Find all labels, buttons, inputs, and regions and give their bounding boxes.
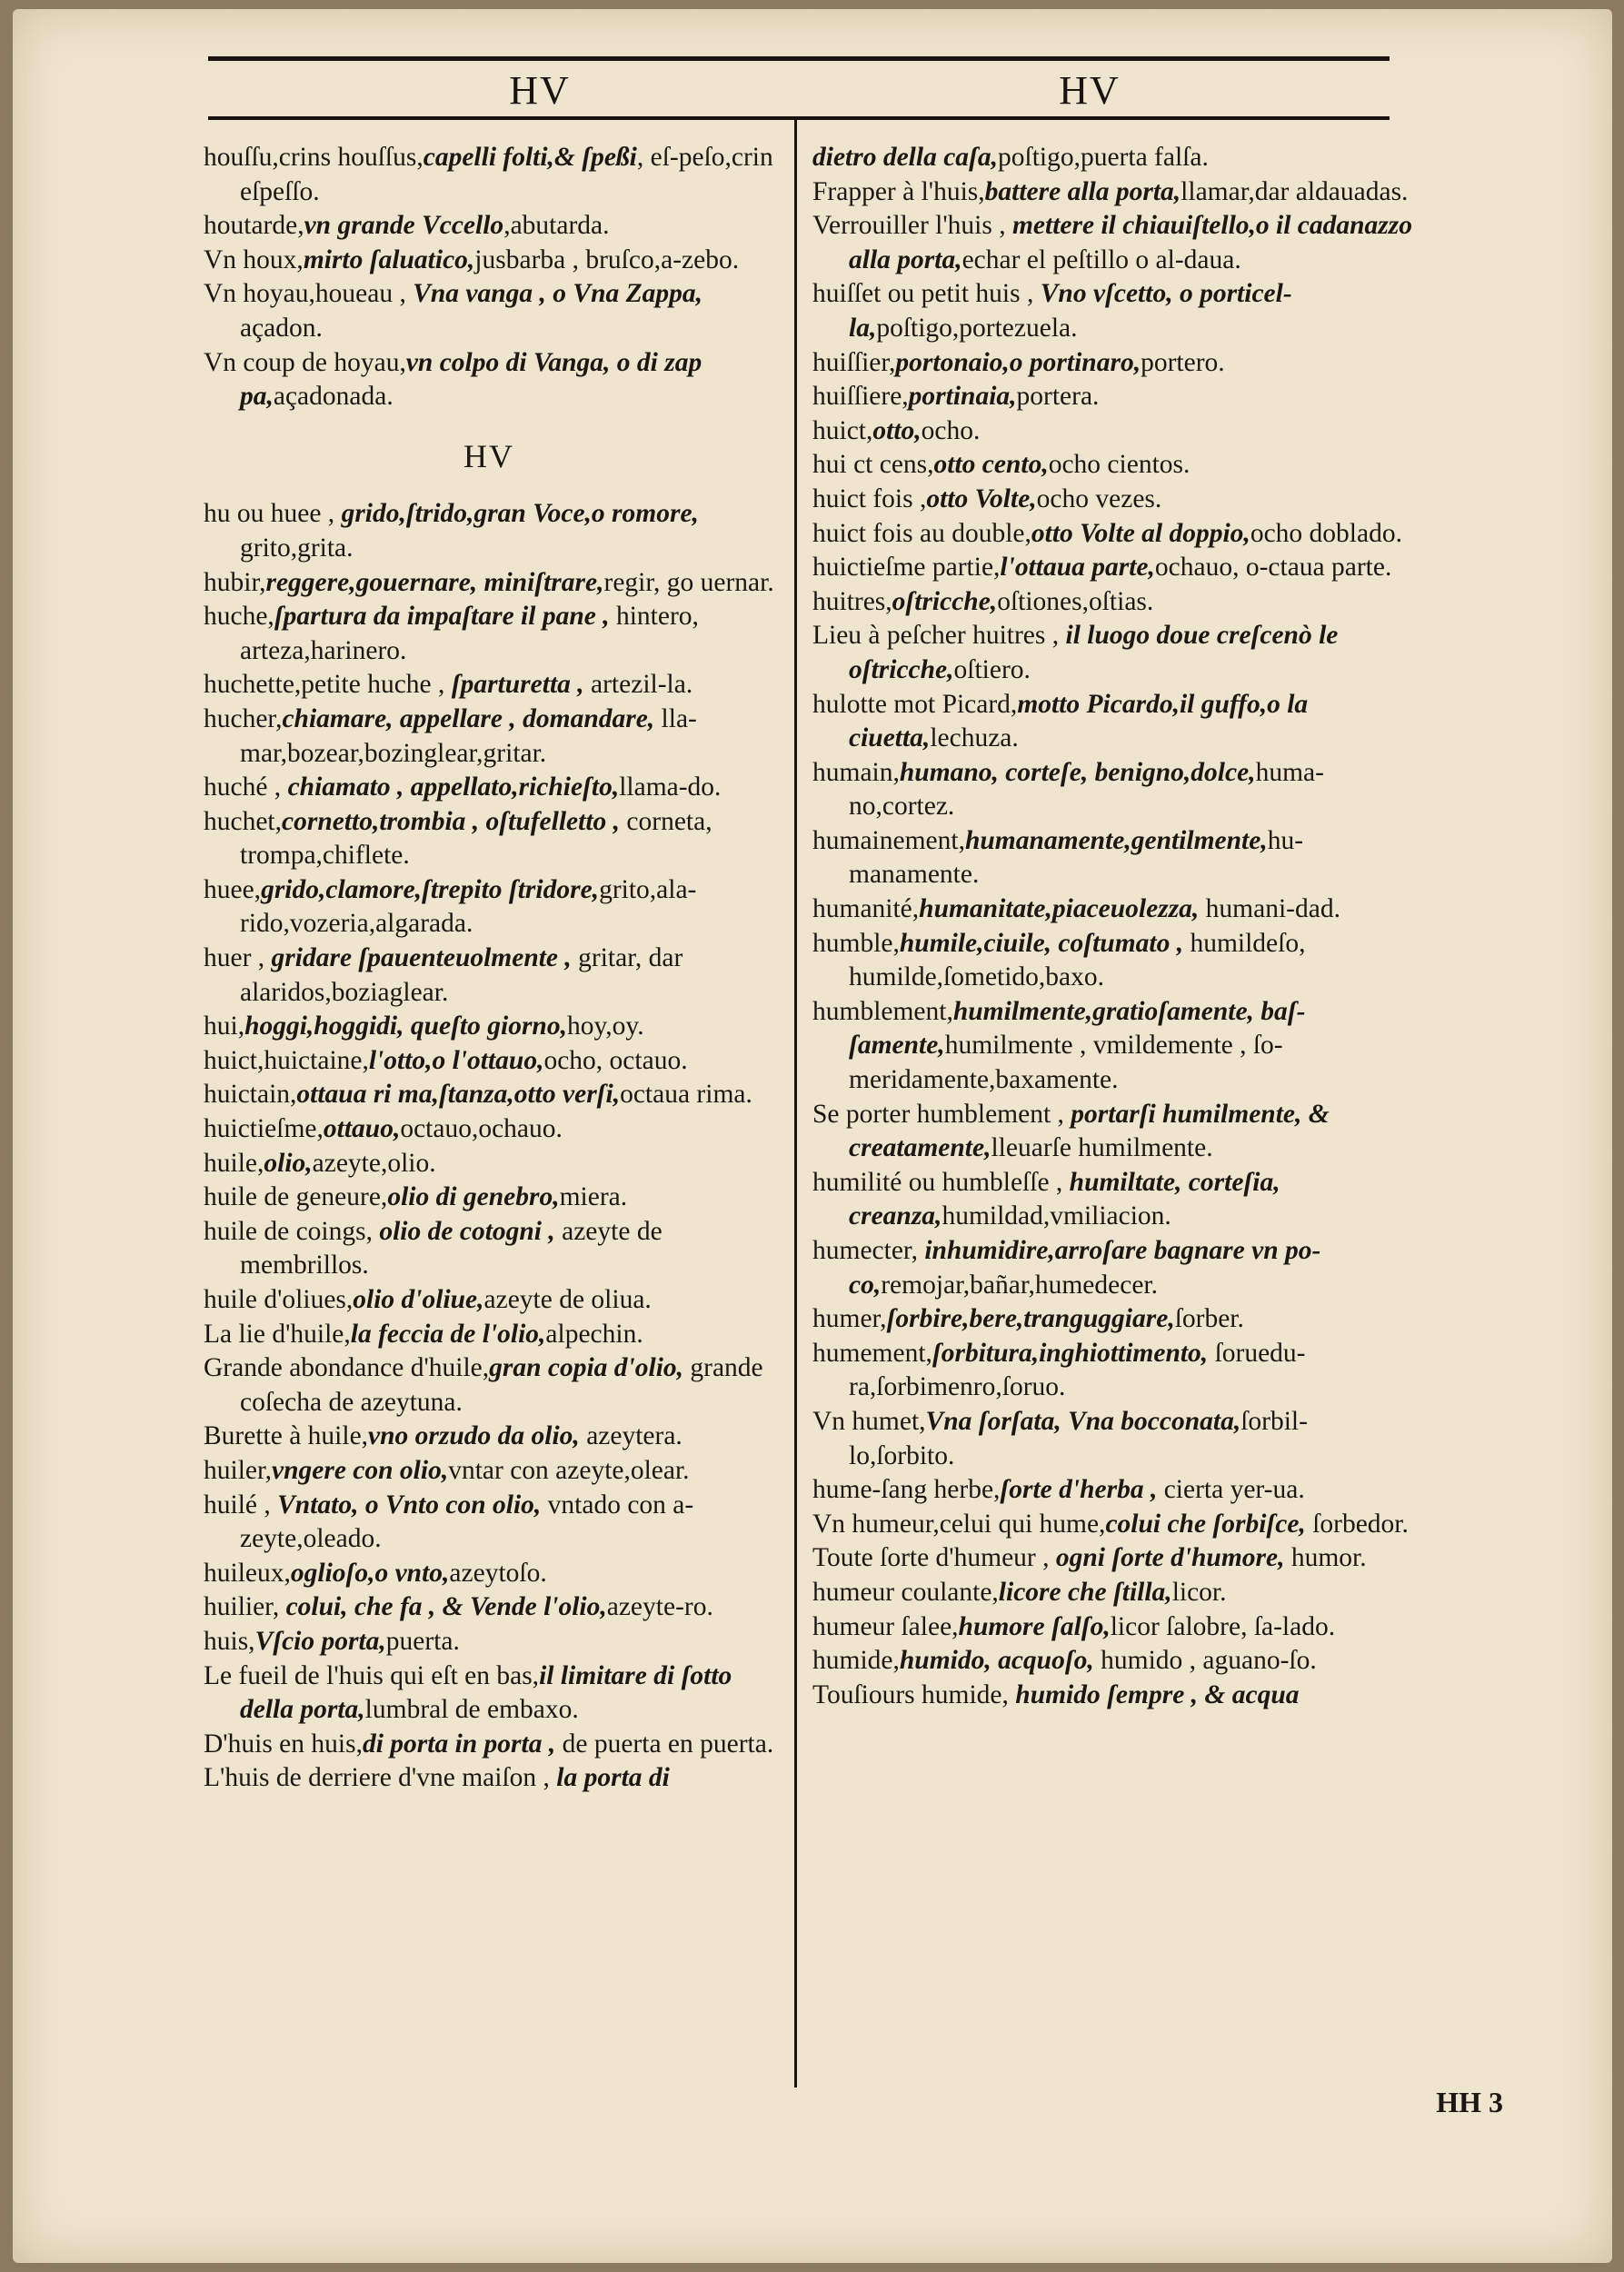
entry-spanish: lla-mar,bozear,bozinglear,gritar. [240, 703, 697, 768]
dictionary-entry [812, 517, 1412, 552]
entry-spanish: octauo,ochauo. [400, 1114, 563, 1144]
dictionary-entry [812, 892, 1412, 927]
entry-spanish: humido , aguano-ſo. [1093, 1646, 1317, 1676]
entry-italian: di porta in porta , [362, 1729, 556, 1759]
entry-spanish: humildad,vmiliacion. [942, 1201, 1171, 1231]
dictionary-page [13, 9, 1612, 2263]
entry-spanish: licor. [1171, 1577, 1227, 1607]
entry-italian: battere alla porta, [984, 176, 1181, 206]
entry-french: humainement, [812, 825, 965, 855]
entry-spanish: oſtiero. [953, 654, 1031, 684]
entry-spanish: azeyte de oliua. [483, 1285, 652, 1314]
entry-italian: humano, corteſe, benigno,dolce, [899, 757, 1256, 787]
entry-italian: humore ſalſo, [958, 1611, 1111, 1641]
entry-french: Burette à huile, [204, 1421, 369, 1451]
entry-french: La lie d'huile, [204, 1319, 351, 1349]
entry-italian: grido,clamore,ſtrepito ſtridore, [261, 874, 600, 904]
entry-french: huile d'oliues, [204, 1285, 354, 1314]
entry-italian: olio di genebro, [387, 1182, 560, 1212]
dictionary-entry [204, 1659, 774, 1728]
entry-italian: ogni ſorte d'humore, [1055, 1543, 1285, 1573]
entry-spanish: lumbral de embaxo. [364, 1695, 579, 1725]
dictionary-entry [204, 1318, 774, 1352]
entry-italian: humilmente,gratioſamente, baſ-ſamente, [849, 996, 1306, 1061]
entry-french: huictieſme partie, [812, 553, 1001, 583]
dictionary-entry [812, 1337, 1412, 1405]
dictionary-entry [812, 551, 1412, 585]
entry-italian: hoggi,hoggidi, queſto giorno, [244, 1011, 567, 1041]
entry-french: humeur coulante, [812, 1577, 999, 1607]
entry-italian: otto Volte al doppio, [1031, 518, 1250, 548]
entry-french: Vn houx, [204, 244, 304, 274]
entry-french: huiler, [204, 1455, 273, 1485]
entry-spanish: alpechin. [545, 1319, 643, 1349]
entry-italian: humanamente,gentilmente, [964, 825, 1268, 855]
entry-italian: vno orzudo da olio, [368, 1421, 580, 1451]
dictionary-entry [812, 1644, 1412, 1679]
entry-italian: humile,ciuile, coſtumato , [899, 928, 1184, 958]
entry-spanish: açadonada. [273, 382, 394, 412]
dictionary-entry [812, 1302, 1412, 1337]
dictionary-entry [204, 1590, 774, 1625]
entry-italian: otto Volte, [926, 483, 1037, 513]
entry-spanish: ,abutarda. [503, 211, 610, 241]
dictionary-entry [812, 1610, 1412, 1645]
entry-spanish: ocho vezes. [1036, 483, 1162, 513]
entry-italian: vngere con olio, [272, 1455, 449, 1485]
dictionary-entry [204, 1283, 774, 1318]
dictionary-entry [204, 1761, 774, 1796]
entry-italian: il limitare di ſotto della porta, [240, 1660, 732, 1725]
dictionary-entry [812, 1166, 1412, 1234]
entry-spanish: azeyte,olio. [312, 1148, 436, 1178]
entry-french: huictain, [204, 1080, 297, 1110]
entry-italian: oſtricche, [892, 586, 998, 616]
dictionary-entry [812, 824, 1412, 892]
dictionary-entry [204, 600, 774, 668]
entry-french: huer , [204, 943, 272, 973]
entry-italian: mettere il chiauiſtello,o il cadanazzo alla porta, [849, 211, 1412, 274]
dictionary-entry [204, 805, 774, 873]
entry-french: huilier, [204, 1592, 286, 1622]
dictionary-entry [204, 703, 774, 771]
entry-spanish: portero. [1141, 347, 1225, 377]
entry-spanish: echar el peſtillo o al-daua. [961, 244, 1241, 274]
entry-spanish: ocho. [921, 415, 981, 445]
entry-italian: motto Picardo,il guffo,o la ciuetta, [849, 689, 1309, 753]
entry-french: Frapper à l'huis, [812, 176, 985, 206]
entry-italian: l'otto,o l'ottauo, [368, 1045, 544, 1075]
entry-french: humblement, [812, 996, 953, 1026]
entry-spanish: puerta. [385, 1626, 460, 1656]
entry-french: huitres, [812, 586, 892, 616]
entry-spanish: açadon. [240, 313, 323, 343]
entry-italian: otto cento, [933, 450, 1049, 480]
entry-spanish: humilmente , vmildemente , ſo-meridamente,baxamente. [849, 1031, 1283, 1095]
entry-spanish: poſtigo,portezuela. [876, 313, 1078, 343]
entry-spanish: azeytera. [579, 1421, 682, 1451]
entry-spanish: ocho doblado. [1250, 518, 1402, 548]
entry-french: huilé , [204, 1490, 278, 1520]
entry-italian: humanitate,piaceuolezza, [919, 894, 1200, 924]
entry-italian: la feccia de l'olio, [350, 1319, 546, 1349]
dictionary-entry [204, 668, 774, 703]
dictionary-entry [204, 1147, 774, 1181]
entry-spanish: vntado con a-zeyte,oleado. [240, 1490, 694, 1554]
entry-french: hume-ſang herbe, [812, 1475, 1001, 1505]
dictionary-entry [204, 1728, 774, 1762]
entry-spanish: lleuarſe humilmente. [991, 1133, 1213, 1163]
entry-italian: portonaio,o portinaro, [895, 347, 1141, 377]
entry-french: Le fueil de l'huis qui eſt en bas, [204, 1660, 540, 1690]
dictionary-entry [204, 1454, 774, 1489]
entry-spanish: miera. [559, 1182, 628, 1212]
entry-french: houſſu,crins houſſus, [204, 143, 423, 172]
entry-french: humain, [812, 757, 900, 787]
entry-french: huchet, [204, 806, 283, 836]
section-heading: HV [463, 437, 514, 474]
entry-spanish: lechuza. [930, 723, 1019, 753]
dictionary-entry [812, 448, 1412, 483]
header-rule [208, 116, 1390, 120]
entry-spanish: humor. [1284, 1543, 1367, 1573]
entry-french: huiſſier, [812, 347, 896, 377]
dictionary-entry [812, 346, 1412, 381]
dictionary-entry [204, 1420, 774, 1454]
entry-italian: Vno vſcetto, o porticel-la, [849, 279, 1292, 343]
entry-spanish: ſorbedor. [1305, 1509, 1409, 1539]
entry-italian: oglioſo,o vnto, [290, 1558, 450, 1588]
dictionary-entry [812, 1405, 1412, 1473]
entry-french: huché , [204, 772, 288, 802]
entry-french: humilité ou humbleſſe , [812, 1167, 1070, 1197]
entry-french: Verrouiller l'huis , [812, 211, 1012, 241]
entry-italian: la porta di [556, 1763, 670, 1793]
dictionary-entry [812, 209, 1412, 277]
entry-french: hulotte mot Picard, [812, 689, 1018, 719]
entry-spanish: azeytoſo. [449, 1558, 547, 1588]
entry-french: Vn hoyau,houeau , [204, 279, 413, 309]
dictionary-entry [204, 1112, 774, 1147]
entry-french: huee, [204, 874, 262, 904]
entry-french: humecter, [812, 1236, 925, 1265]
entry-spanish: gritar, dar alaridos,boziaglear. [240, 943, 683, 1007]
entry-spanish: remojar,bañar,humedecer. [881, 1270, 1158, 1300]
dictionary-entry [812, 995, 1412, 1098]
dictionary-entry [204, 1044, 774, 1079]
entry-french: huile, [204, 1148, 264, 1178]
entry-italian: humiltate, corteſia, creanza, [849, 1167, 1280, 1231]
entry-spanish: ocho cientos. [1048, 450, 1191, 480]
entry-french: humeur ſalee, [812, 1611, 959, 1641]
dictionary-entry [812, 277, 1412, 345]
entry-spanish: grande coſecha de azeytuna. [240, 1353, 763, 1417]
entry-french: huchette,petite huche , [204, 670, 452, 700]
entry-spanish: portera. [1016, 382, 1100, 412]
dictionary-entry [204, 1625, 774, 1659]
dictionary-entry [812, 1234, 1412, 1302]
entry-spanish: poſtigo,puerta falſa. [998, 143, 1209, 172]
dictionary-entry [812, 1098, 1412, 1166]
dictionary-entry [812, 483, 1412, 517]
right-column [812, 141, 1412, 1712]
dictionary-entry [204, 141, 774, 209]
entry-french: humer, [812, 1304, 887, 1334]
dictionary-entry [812, 1679, 1412, 1713]
entry-french: Vn humet, [812, 1406, 926, 1436]
entry-italian: ſpartura da impaſtare il pane , [274, 602, 610, 632]
entry-italian: l'ottaua parte, [1000, 553, 1155, 583]
entry-spanish: huma-no,cortez. [849, 757, 1324, 822]
entry-french: Vn coup de hoyau, [204, 347, 406, 377]
dictionary-entry [812, 619, 1412, 687]
entry-italian: dietro della caſa, [812, 143, 998, 172]
dictionary-entry [204, 244, 774, 278]
left-bottom-entries [204, 497, 774, 1796]
entry-french: huict, [812, 415, 873, 445]
entry-french: humanité, [812, 894, 920, 924]
dictionary-entry [812, 1541, 1412, 1576]
entry-italian: grido,ſtrido,gran Voce,o romore, [341, 499, 699, 529]
entry-italian: mirto ſaluatico, [303, 244, 475, 274]
entry-spanish: humildeſo, humilde,ſometido,baxo. [849, 928, 1306, 992]
entry-french: L'huis de derriere d'vne maiſon , [204, 1763, 557, 1793]
entry-spanish: de puerta en puerta. [555, 1729, 774, 1759]
entry-italian: ſorte d'herba , [1000, 1475, 1158, 1505]
entry-spanish: , eſ-peſo,crin eſpeſſo. [240, 143, 773, 206]
entry-french: huict fois , [812, 483, 927, 513]
entry-italian: Vntato, o Vnto con olio, [277, 1490, 542, 1520]
dictionary-entry [204, 277, 774, 345]
entry-french: Se porter humblement , [812, 1099, 1071, 1129]
entry-french: huict,huictaine, [204, 1045, 369, 1075]
dictionary-entry [812, 585, 1412, 620]
entry-italian: Vſcio porta, [254, 1626, 386, 1656]
entry-italian: portarſi humilmente, & creatamente, [849, 1099, 1330, 1163]
dictionary-entry [812, 756, 1412, 824]
entry-french: hu ou huee , [204, 499, 342, 529]
entry-french: huile de geneure, [204, 1182, 388, 1212]
dictionary-entry [812, 927, 1412, 995]
entry-french: huict fois au double, [812, 518, 1031, 548]
entry-spanish: regir, go uernar. [603, 567, 774, 597]
right-running-header: HV [1059, 68, 1121, 113]
entry-spanish: ocho, octauo. [543, 1045, 688, 1075]
entry-french: huiſſiere, [812, 382, 909, 412]
entry-french: hui ct cens, [812, 450, 934, 480]
entry-spanish: azeyte-ro. [606, 1592, 713, 1622]
entry-italian: humido ſempre , & acqua [1015, 1679, 1300, 1709]
dictionary-entry [204, 1489, 774, 1557]
entry-french: huis, [204, 1626, 255, 1656]
entry-spanish: hoy,oy. [566, 1011, 644, 1041]
entry-italian: capelli folti,& ſpeßi [423, 143, 637, 172]
entry-french: humide, [812, 1646, 900, 1676]
entry-spanish: oſtiones,oſtias. [997, 586, 1154, 616]
entry-french: humement, [812, 1338, 932, 1368]
entry-italian: olio d'oliue, [353, 1285, 484, 1314]
dictionary-entry [204, 1557, 774, 1591]
entry-spanish: jusbarba , bruſco,a-zebo. [474, 244, 740, 274]
dictionary-entry [812, 175, 1412, 210]
entry-spanish: llama-do. [619, 772, 722, 802]
entry-italian: humido, acquoſo, [899, 1646, 1094, 1676]
entry-italian: Vna vanga , o Vna Zappa, [413, 279, 703, 309]
entry-french: huche, [204, 602, 274, 632]
entry-italian: ſorbitura,inghiottimento, [932, 1338, 1209, 1368]
entry-italian: colui che ſorbiſce, [1105, 1509, 1306, 1539]
entry-italian: reggere,gouernare, miniſtrare, [265, 567, 604, 597]
entry-italian: chiamare, appellare , domandare, [282, 703, 655, 733]
dictionary-entry [204, 209, 774, 244]
dictionary-entry [204, 1078, 774, 1112]
entry-spanish: hu-manamente. [849, 825, 1304, 890]
dictionary-entry [812, 414, 1412, 449]
entry-italian: ottauo, [323, 1114, 401, 1144]
right-entries [812, 141, 1412, 1712]
entry-french: Vn humeur,celui qui hume, [812, 1509, 1106, 1539]
dictionary-entry [204, 566, 774, 601]
entry-italian: inhumidire,arroſare bagnare vn po-co, [849, 1236, 1321, 1300]
entry-spanish: octaua rima. [620, 1080, 752, 1110]
entry-spanish: humani-dad. [1199, 894, 1340, 924]
entry-french: hucher, [204, 703, 283, 733]
entry-italian: gran copia d'olio, [489, 1353, 684, 1383]
entry-italian: portinaia, [908, 382, 1017, 412]
entry-french: houtarde, [204, 211, 304, 241]
entry-spanish: grito,ala-rido,vozeria,algarada. [240, 874, 697, 939]
entry-spanish: ochauo, o-ctaua parte. [1154, 553, 1392, 583]
entry-italian: chiamato , appellato,richieſto, [287, 772, 620, 802]
dictionary-entry [204, 346, 774, 414]
dictionary-entry [812, 688, 1412, 756]
entry-italian: colui, che fa , & Vende l'olio, [285, 1592, 607, 1622]
entry-spanish: corneta, trompa,chiflete. [240, 806, 712, 871]
entry-french: huictieſme, [204, 1114, 324, 1144]
entry-french: hui, [204, 1011, 245, 1041]
entry-italian: il luogo doue creſcenò le oſtricche, [849, 621, 1339, 684]
entry-french: Grande abondance d'huile, [204, 1353, 490, 1383]
entry-spanish: azeyte de membrillos. [240, 1216, 663, 1280]
entry-spanish: cierta yer-ua. [1157, 1475, 1305, 1505]
entry-spanish: grito,grita. [240, 533, 354, 563]
dictionary-entry [204, 771, 774, 805]
dictionary-entry [812, 1473, 1412, 1508]
entry-spanish: ſorbil-lo,ſorbito. [849, 1406, 1308, 1470]
left-top-entries [204, 141, 774, 414]
entry-italian: ſorbire,bere,tranguggiare, [886, 1304, 1175, 1334]
dictionary-entry [204, 942, 774, 1010]
entry-italian: olio, [264, 1148, 313, 1178]
entry-french: Touſiours humide, [812, 1679, 1016, 1709]
dictionary-entry [812, 1576, 1412, 1610]
entry-italian: olio de cotogni , [379, 1216, 555, 1246]
dictionary-entry [204, 1181, 774, 1215]
entry-spanish: ſoruedu-ra,ſorbimenro,ſoruo. [849, 1338, 1306, 1402]
dictionary-entry [812, 1508, 1412, 1542]
entry-french: huileux, [204, 1558, 291, 1588]
entry-french: huiſſet ou petit huis , [812, 279, 1041, 309]
entry-french: D'huis en huis, [204, 1729, 363, 1759]
entry-spanish: vntar con azeyte,olear. [448, 1455, 690, 1485]
dictionary-entry [204, 1010, 774, 1044]
entry-french: huile de coings, [204, 1216, 380, 1246]
entry-italian: ottaua ri ma,ſtanza,otto verſi, [296, 1080, 621, 1110]
entry-spanish: ſorber. [1174, 1304, 1244, 1334]
entry-italian: vn grande Vccello [304, 211, 504, 241]
entry-italian: gridare ſpauenteuolmente , [271, 943, 572, 973]
entry-french: Toute ſorte d'humeur , [812, 1543, 1056, 1573]
left-column [204, 141, 774, 1796]
entry-spanish: hintero, arteza,harinero. [240, 602, 699, 665]
top-rule [208, 56, 1390, 61]
dictionary-entry [812, 380, 1412, 414]
signature-mark: HH 3 [1436, 2086, 1503, 2118]
entry-italian: vn colpo di Vanga, o di zap pa, [240, 347, 702, 412]
entry-french: humble, [812, 928, 900, 958]
entry-italian: ſparturetta , [451, 670, 584, 700]
entry-italian: licore che ſtilla, [998, 1577, 1172, 1607]
dictionary-entry [204, 497, 774, 565]
dictionary-entry [204, 873, 774, 942]
dictionary-entry [204, 1351, 774, 1420]
entry-spanish: licor ſalobre, ſa-lado. [1110, 1611, 1336, 1641]
left-running-header: HV [509, 68, 571, 113]
column-divider [794, 120, 797, 2088]
entry-spanish: llamar,dar aldauadas. [1181, 176, 1409, 206]
entry-italian: Vna ſorſata, Vna bocconata, [925, 1406, 1241, 1436]
dictionary-entry [204, 1215, 774, 1283]
dictionary-entry [812, 141, 1412, 175]
entry-italian: cornetto,trombia , oſtufelletto , [282, 806, 621, 836]
entry-french: Lieu à peſcher huitres , [812, 621, 1066, 651]
entry-spanish: artezil-la. [583, 670, 693, 700]
entry-french: hubir, [204, 567, 266, 597]
entry-italian: otto, [872, 415, 922, 445]
